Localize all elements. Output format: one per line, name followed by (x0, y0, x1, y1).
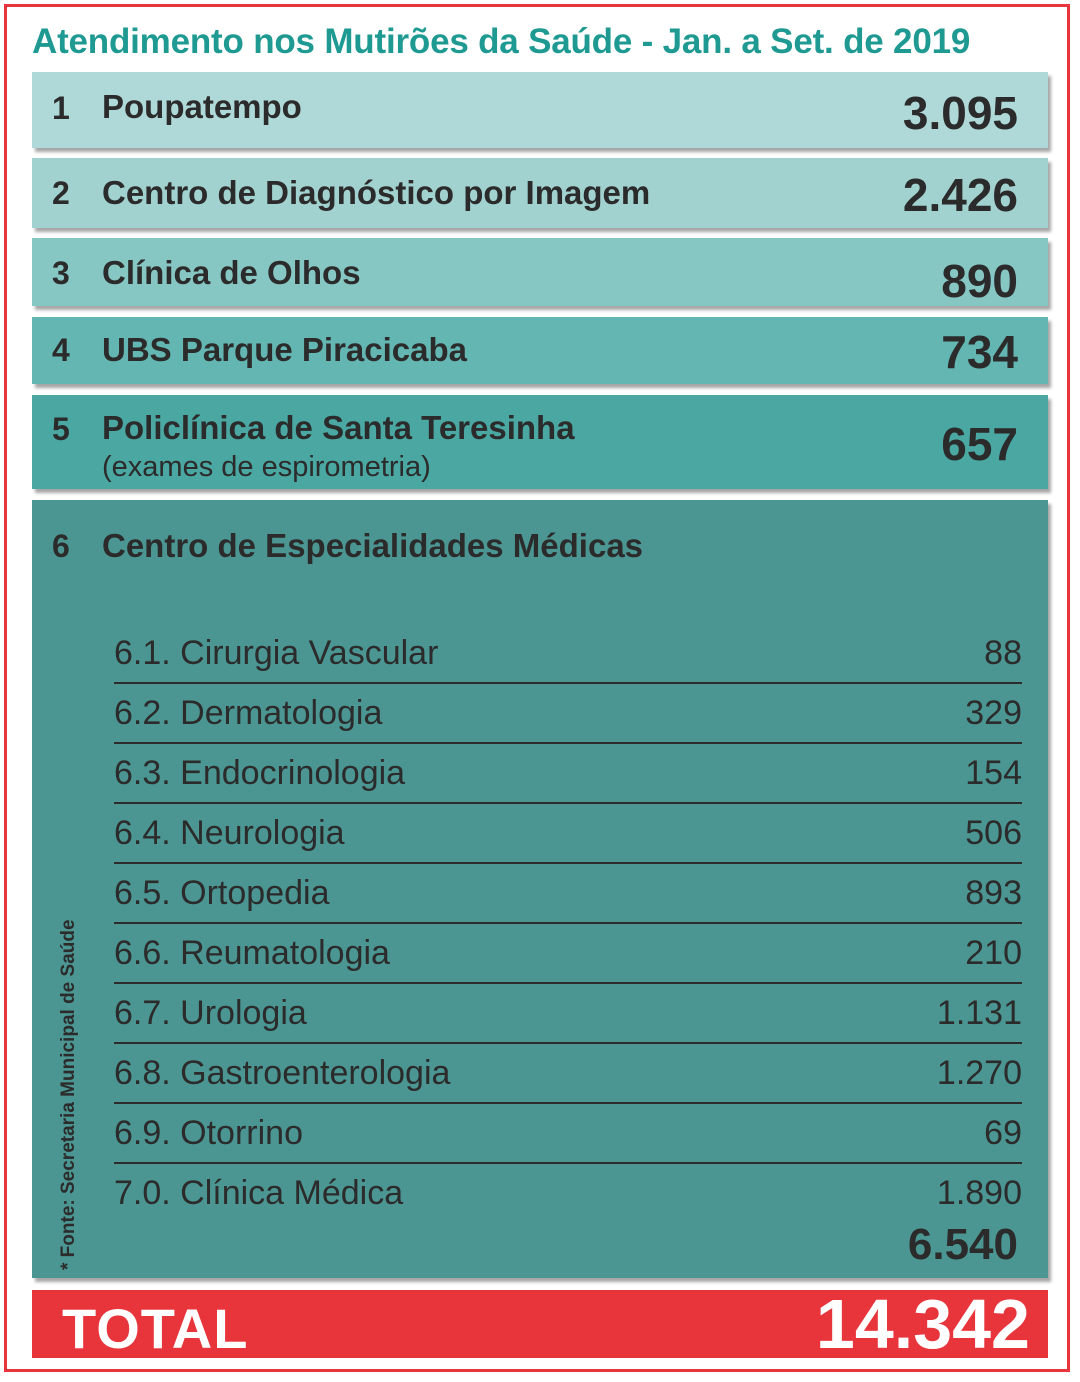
specialty-value: 154 (965, 754, 1022, 792)
specialty-label: 6.2. Dermatologia (114, 694, 383, 732)
specialty-value: 329 (965, 694, 1022, 732)
row-label: Clínica de Olhos (102, 254, 361, 291)
specialty-label: 7.0. Clínica Médica (114, 1174, 404, 1212)
list-item (114, 1044, 1022, 1104)
row-number: 4 (52, 332, 70, 368)
row-number: 5 (52, 411, 70, 447)
source-note: * Fonte: Secretaria Municipal de Saúde (58, 919, 79, 1270)
row-number: 2 (52, 175, 70, 211)
row-policlinica-santa-teresinha (32, 395, 1048, 489)
specialty-value: 1.890 (936, 1174, 1022, 1212)
row-label: UBS Parque Piracicaba (102, 331, 467, 368)
row-centro-diagnostico (32, 158, 1048, 228)
total-value: 14.342 (815, 1285, 1030, 1363)
row-centro-especialidades (32, 500, 1048, 1278)
row-clinica-olhos (32, 238, 1048, 306)
row-label: Centro de Diagnóstico por Imagem (102, 174, 651, 211)
specialty-value: 893 (965, 874, 1022, 912)
row-label: Poupatempo (102, 88, 302, 125)
row-value: 657 (941, 418, 1018, 470)
specialty-value: 88 (984, 634, 1022, 672)
specialty-value: 210 (965, 934, 1022, 972)
row-number: 6 (52, 528, 70, 564)
specialties-subtotal: 6.540 (907, 1220, 1018, 1269)
infographic-title: Atendimento nos Mutirões da Saúde - Jan. a Set. de 2019 (32, 22, 971, 61)
row-number: 1 (52, 90, 70, 126)
specialty-value: 1.270 (936, 1054, 1022, 1092)
list-item (114, 1164, 1022, 1222)
row-value: 3.095 (902, 87, 1018, 139)
specialty-value: 69 (984, 1114, 1022, 1152)
specialty-value: 506 (965, 814, 1022, 852)
specialty-label: 6.8. Gastroenterologia (114, 1054, 451, 1092)
list-item (114, 864, 1022, 924)
row-poupatempo (32, 72, 1048, 148)
row-sublabel: (exames de espirometria) (102, 451, 431, 483)
specialty-label: 6.1. Cirurgia Vascular (114, 634, 439, 672)
list-item (114, 1104, 1022, 1164)
row-ubs-parque-piracicaba (32, 317, 1048, 384)
specialties-list (114, 624, 1022, 1222)
total-label: TOTAL (62, 1297, 249, 1360)
list-item (114, 984, 1022, 1044)
list-item (114, 744, 1022, 804)
specialty-label: 6.9. Otorrino (114, 1114, 303, 1152)
row-label: Policlínica de Santa Teresinha (102, 409, 575, 446)
specialty-value: 1.131 (936, 994, 1022, 1032)
list-item (114, 624, 1022, 684)
row-label: Centro de Especialidades Médicas (102, 527, 644, 564)
specialty-label: 6.6. Reumatologia (114, 934, 390, 972)
specialty-label: 6.3. Endocrinologia (114, 754, 406, 792)
row-value: 734 (941, 326, 1018, 378)
row-value: 890 (941, 255, 1018, 307)
specialty-label: 6.4. Neurologia (114, 814, 345, 852)
list-item (114, 924, 1022, 984)
total-bar (32, 1285, 1048, 1363)
list-item (114, 684, 1022, 744)
specialty-label: 6.7. Urologia (114, 994, 307, 1032)
specialty-label: 6.5. Ortopedia (114, 874, 330, 912)
list-item (114, 804, 1022, 864)
row-value: 2.426 (902, 169, 1018, 221)
row-number: 3 (52, 255, 70, 291)
